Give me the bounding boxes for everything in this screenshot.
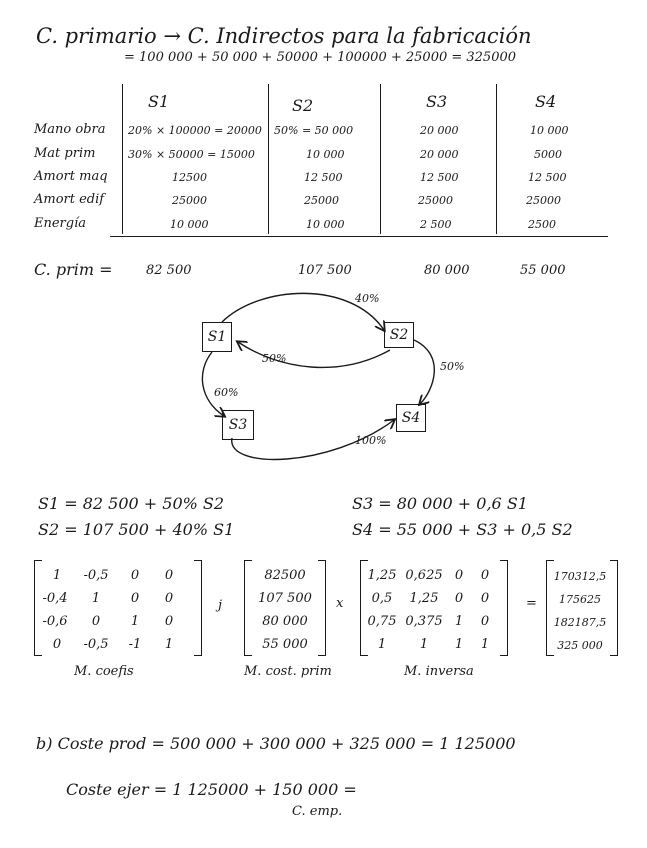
matrix-cell: 0,625	[405, 568, 443, 583]
matrix-cell: 1	[91, 591, 101, 606]
arrow-s2-s4	[414, 340, 434, 404]
matrix-cell: -0,5	[83, 637, 109, 652]
matrix-cell: 0	[130, 591, 140, 606]
col-header-s4: S4	[535, 92, 557, 111]
bracket-right	[194, 560, 202, 656]
table-cell: 2 500	[420, 218, 452, 231]
table-cell: 20 000	[420, 124, 459, 137]
matrix-cell: 0,75	[367, 614, 397, 629]
matrix-cell: 1	[52, 568, 62, 583]
matrix-cell: 1,25	[367, 568, 397, 583]
matrix-cell: 0	[454, 568, 464, 583]
arrow-s2-s1	[238, 342, 390, 367]
matrix-cell: 0,375	[405, 614, 443, 629]
node-s1: S1	[202, 322, 232, 352]
equation: S3 = 80 000 + 0,6 S1	[352, 494, 528, 513]
matrix-cell: 1	[454, 614, 464, 629]
matrix-cell: 170312,5	[553, 570, 607, 583]
total-value: 80 000	[424, 263, 470, 278]
table-cell: 10 000	[530, 124, 569, 137]
bracket-right	[610, 560, 618, 656]
matrix-cell: 0	[130, 568, 140, 583]
edge-label: 100%	[355, 434, 387, 447]
multiply-sign: x	[336, 596, 344, 611]
matrix-cell: 1	[419, 637, 429, 652]
matrix-cell: 0	[164, 591, 174, 606]
matrix-cell: -1	[128, 637, 142, 652]
table-cell: 20% × 100000 = 20000	[128, 124, 262, 137]
matrix-cell: -0,6	[42, 614, 68, 629]
matrix-cell: 1	[164, 637, 174, 652]
table-cell: 2500	[528, 218, 556, 231]
table-cell: 12 500	[528, 171, 567, 184]
matrix-cell: 0,5	[371, 591, 393, 606]
matrix-cell: 0	[91, 614, 101, 629]
matrix-cell: 175625	[559, 593, 601, 606]
arrow-s1-s3	[202, 352, 224, 416]
row-label: Energía	[34, 216, 86, 231]
part-b-note: C. emp.	[292, 804, 343, 819]
node-s2: S2	[384, 322, 414, 348]
row-label: Mano obra	[34, 122, 106, 137]
matrix-cell: 1	[480, 637, 490, 652]
bracket-left	[34, 560, 42, 656]
matrix-cell: -0,4	[42, 591, 68, 606]
matrix-cell: 107 500	[258, 591, 312, 606]
matrix-cell: 0	[480, 591, 490, 606]
table-cell: 12 500	[420, 171, 459, 184]
table-cell: 25000	[172, 194, 207, 207]
equals-sign: =	[526, 596, 537, 611]
table-cell: 10 000	[170, 218, 209, 231]
table-cell: 12 500	[304, 171, 343, 184]
total-value: 107 500	[298, 263, 352, 278]
matrix-cell: 55 000	[262, 637, 308, 652]
equation: S2 = 107 500 + 40% S1	[38, 520, 235, 539]
node-s3: S3	[222, 410, 254, 440]
matrix-cell: 0	[164, 568, 174, 583]
separator: j	[218, 598, 223, 613]
matrix-cell: -0,5	[83, 568, 109, 583]
row-label: Mat prim	[34, 146, 96, 161]
total-value: 55 000	[520, 263, 566, 278]
table-cell: 25000	[418, 194, 453, 207]
matrix-cell: 1	[130, 614, 140, 629]
matrix-cell: 0	[480, 614, 490, 629]
matrix-cell: 1	[454, 637, 464, 652]
table-cell: 5000	[534, 148, 562, 161]
col-header-s1: S1	[148, 92, 170, 111]
matrix-cell: 1	[377, 637, 387, 652]
matrix-cell: 0	[52, 637, 62, 652]
col-header-s2: S2	[292, 96, 314, 115]
equation: S1 = 82 500 + 50% S2	[38, 494, 225, 513]
col-header-s3: S3	[426, 92, 448, 111]
matrix-label: M. cost. prim	[244, 664, 332, 679]
row-label: Amort maq	[34, 169, 108, 184]
header-line-2: = 100 000 + 50 000 + 50000 + 100000 + 25000 = 325000	[124, 50, 517, 65]
part-b-line-1: b) Coste prod = 500 000 + 300 000 + 325 000 = 1 125000	[36, 734, 516, 753]
edge-label: 50%	[262, 352, 287, 365]
table-cell: 25000	[304, 194, 339, 207]
row-label: Amort edif	[34, 192, 105, 207]
table-cell: 10 000	[306, 148, 345, 161]
matrix-cell: 80 000	[262, 614, 308, 629]
bracket-left	[244, 560, 252, 656]
total-label: C. prim =	[34, 260, 113, 279]
matrix-cell: 1,25	[409, 591, 439, 606]
matrix-cell: 0	[480, 568, 490, 583]
matrix-cell: 182187,5	[553, 616, 607, 629]
edge-label: 50%	[440, 360, 465, 373]
equation: S4 = 55 000 + S3 + 0,5 S2	[352, 520, 573, 539]
matrix-cell: 82500	[264, 568, 306, 583]
matrix-label: M. inversa	[404, 664, 474, 679]
bracket-right	[318, 560, 326, 656]
matrix-label: M. coefis	[74, 664, 134, 679]
edge-label: 60%	[214, 386, 239, 399]
table-cell: 50% = 50 000	[274, 124, 354, 137]
table-cell: 20 000	[420, 148, 459, 161]
edge-label: 40%	[355, 292, 380, 305]
table-cell: 12500	[172, 171, 207, 184]
table-cell: 10 000	[306, 218, 345, 231]
bracket-right	[500, 560, 508, 656]
total-value: 82 500	[146, 263, 192, 278]
part-b-line-2: Coste ejer = 1 125000 + 150 000 =	[66, 780, 357, 799]
matrix-cell: 325 000	[557, 639, 603, 652]
matrix-cell: 0	[454, 591, 464, 606]
matrix-cell: 0	[164, 614, 174, 629]
header-line-1: C. primario → C. Indirectos para la fabricación	[36, 24, 532, 48]
table-cell: 30% × 50000 = 15000	[128, 148, 255, 161]
table-cell: 25000	[526, 194, 561, 207]
node-s4: S4	[396, 404, 426, 432]
